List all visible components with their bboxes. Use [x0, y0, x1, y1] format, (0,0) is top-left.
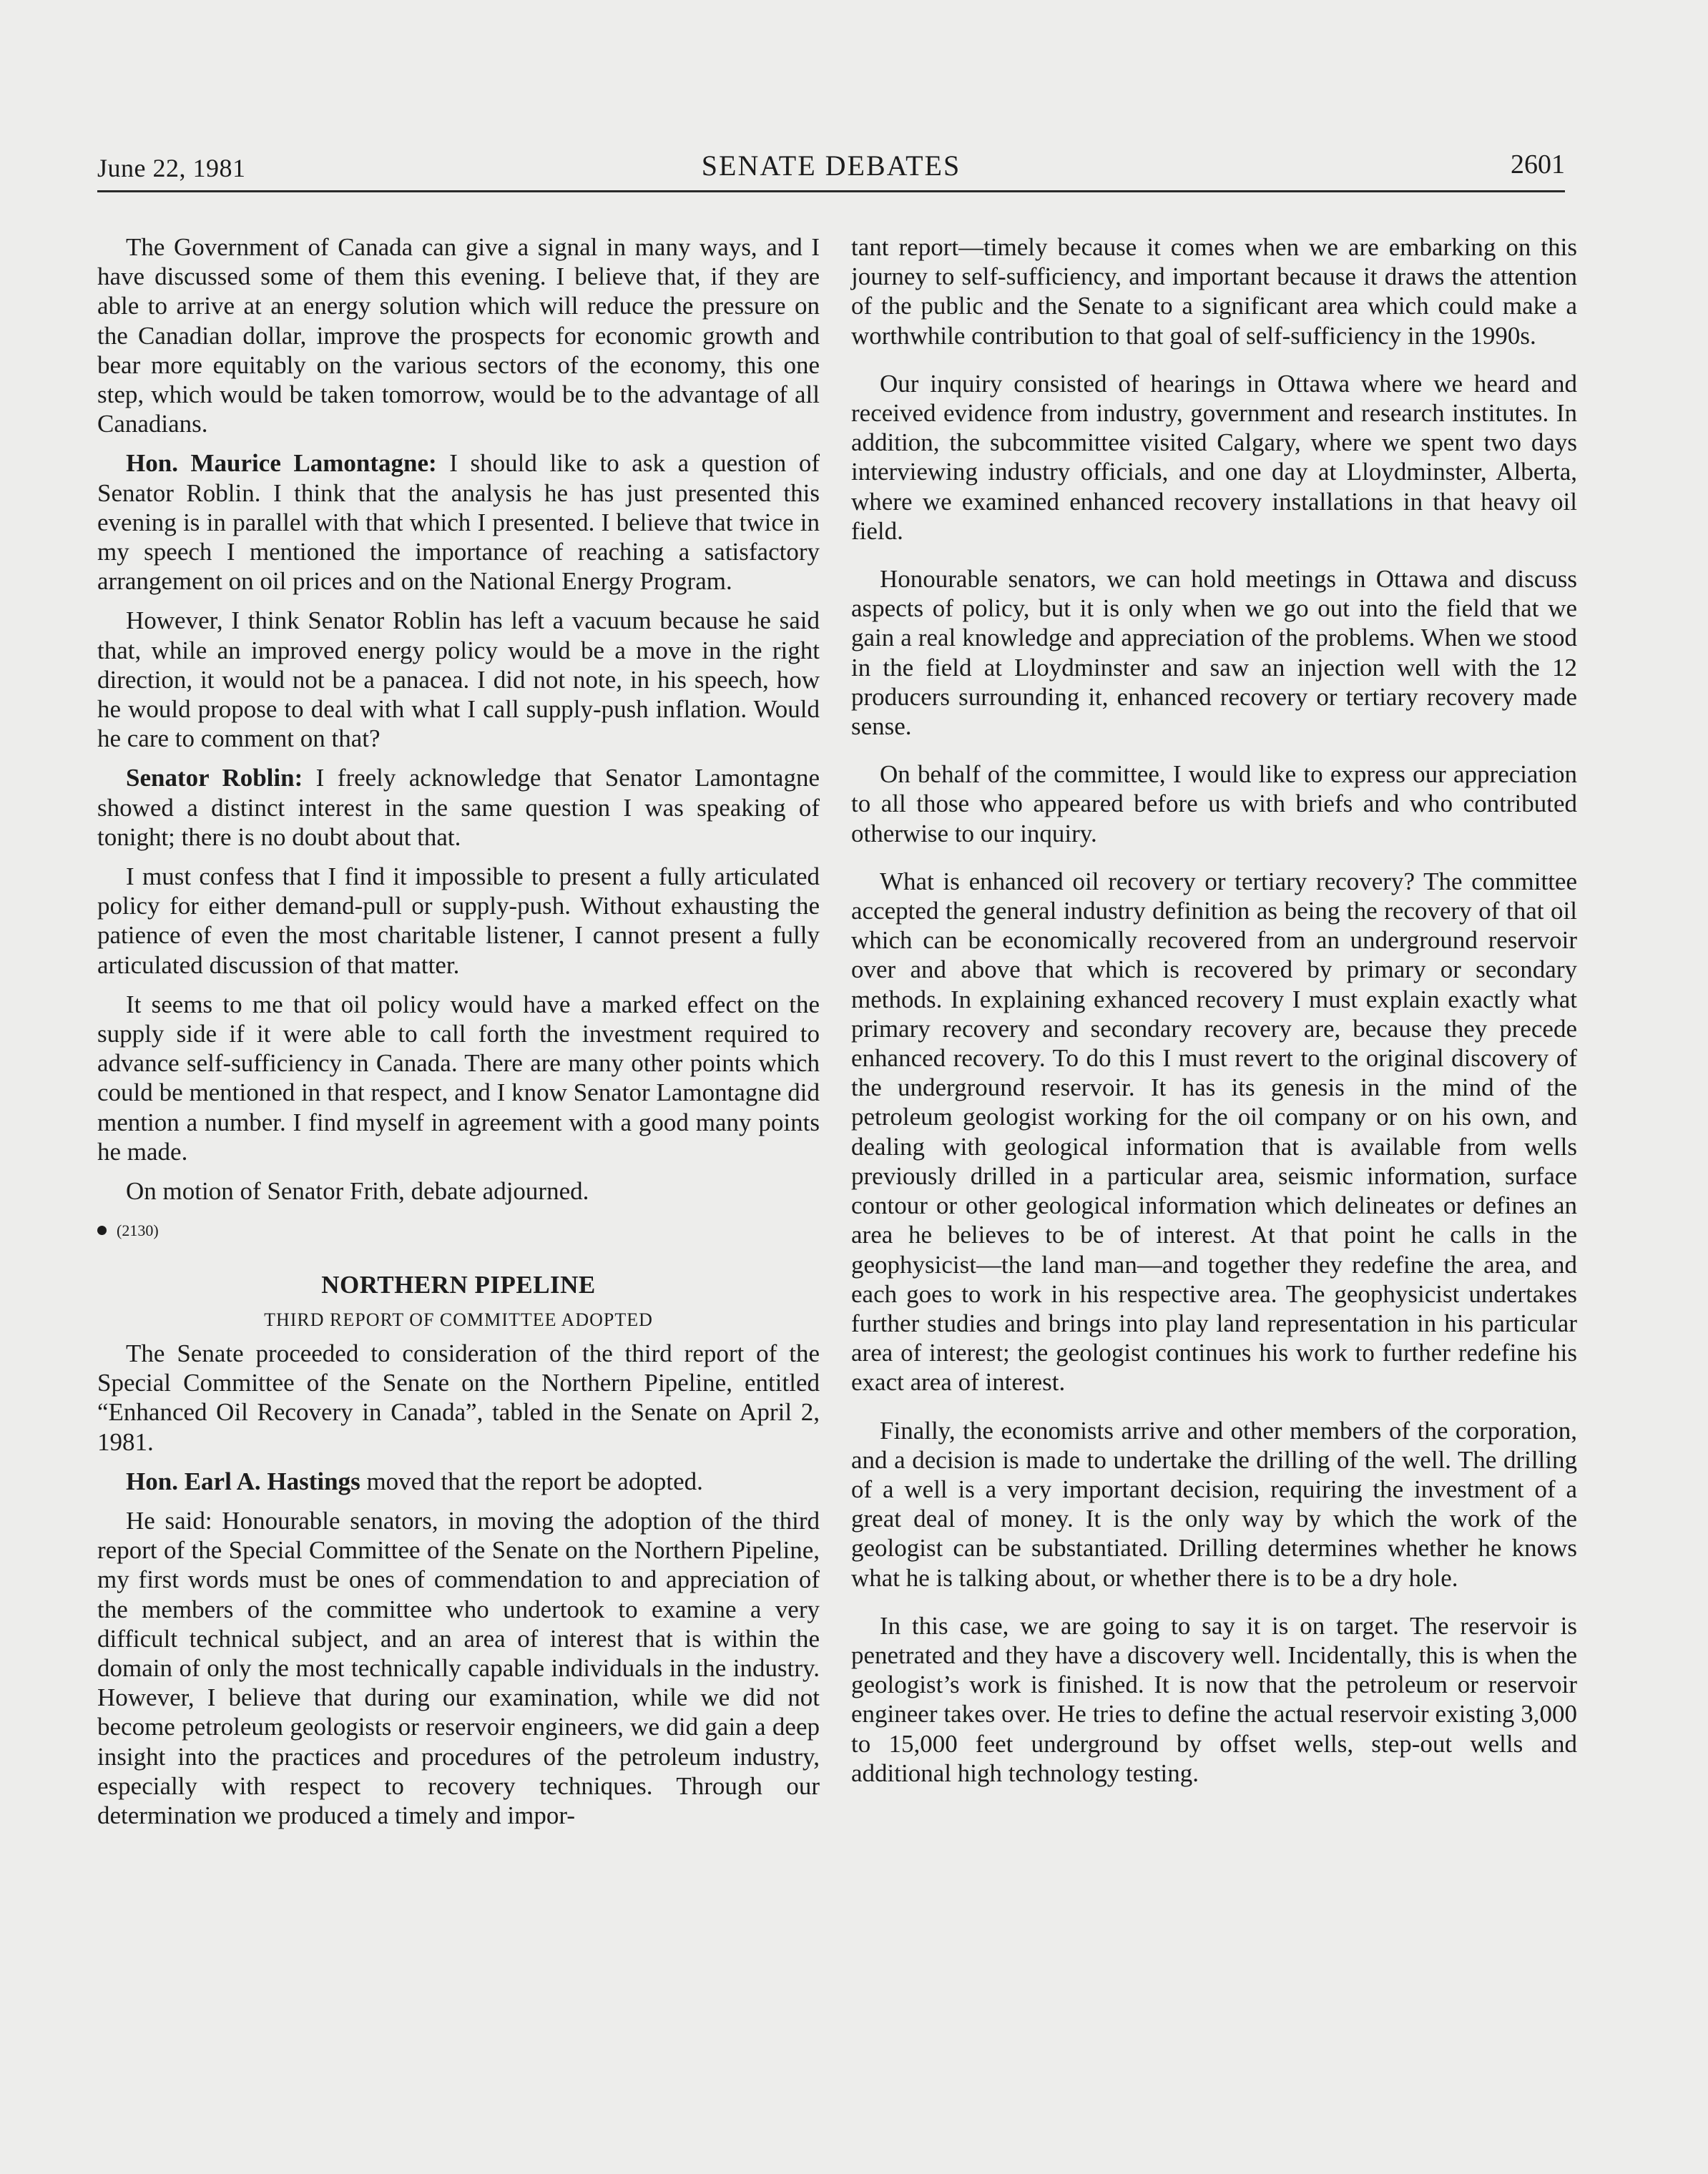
time-marker-text: (2130)	[117, 1221, 159, 1240]
paragraph	[97, 763, 820, 852]
paragraph: I must confess that I find it impossible to present a fully articulated policy for either demand-pull or supply-push. Without exhausting the patience of even the most charitable listener, I cannot present a fully articulated discussion of that matter.	[97, 862, 820, 979]
paragraph: On motion of Senator Frith, debate adjourned.	[126, 1177, 589, 1206]
paragraph: tant report—timely because it comes when we are embarking on this journey to self-sufficiency, and important because it draws the attention of the public and the Senate to a significant area which could make a worthwhile contribution to that goal of self-sufficiency in the 1990s.	[851, 233, 1577, 350]
left-column	[97, 232, 820, 1830]
speech-text: I freely acknowledge that Senator Lamontagne showed a distinct interest in the same question I was speaking of tonight; there is no doubt about that.	[97, 764, 820, 851]
paragraph	[97, 448, 820, 596]
paragraph	[97, 1467, 820, 1496]
speaker-name: Hon. Maurice Lamontagne:	[126, 449, 437, 478]
page-header	[97, 149, 1565, 192]
header-date: June 22, 1981	[97, 154, 246, 182]
paragraph: Our inquiry consisted of hearings in Ottawa where we heard and received evidence from industry, government and research institutes. In addition, the subcommittee visited Calgary, where we spent two days interviewing industry officials, and one day at Lloydminster, Alberta, where we examined enhanced recovery installations in that heavy oil field.	[851, 369, 1577, 545]
paragraph: Honourable senators, we can hold meetings in Ottawa and discuss aspects of policy, but it is only when we go out into the field that we gain a real knowledge and appreciation of the problems. When we stood in the field at Lloydminster and saw an injection well with the 12 producers surrounding it, enhanced recovery or tertiary recovery made sense.	[851, 565, 1577, 741]
section-title: NORTHERN PIPELINE	[321, 1270, 596, 1299]
paragraph: In this case, we are going to say it is on target. The reservoir is penetrated and they have a discovery well. Incidentally, this is when the geologist’s work is finished. It is now that the petroleum or reservoir engineer takes over. He tries to define the actual reservoir existing 3,000 to 15,000 feet underground by offset wells, step-out wells and additional high technology testing.	[851, 1611, 1577, 1787]
paragraph: On behalf of the committee, I would like to express our appreciation to all those who appeared before us with briefs and who contributed otherwise to our inquiry.	[851, 760, 1577, 847]
section-subtitle: THIRD REPORT OF COMMITTEE ADOPTED	[264, 1309, 653, 1330]
page-number: 2601	[1511, 149, 1565, 179]
paragraph: Finally, the economists arrive and other members of the corporation, and a decision is made to undertake the drilling of the well. The drilling of a well is a very important decision, requiring the investment of a great deal of money. It is the only way by which the work of the geologist can be substantiated. Drilling determines whether he knows what he is talking about, or whether there is to be a dry hole.	[851, 1416, 1577, 1592]
header-title: SENATE DEBATES	[701, 149, 961, 182]
paragraph: The Government of Canada can give a signal in many ways, and I have discussed some of them this evening. I believe that, if they are able to arrive at an energy solution which will reduce the pressure on the Canadian dollar, improve the prospects for economic growth and bear more equitably on the various sectors of the economy, this one step, which would be taken tomorrow, would be to the advantage of all Canadians.	[97, 233, 820, 438]
time-marker	[97, 1216, 820, 1245]
paragraph: He said: Honourable senators, in moving the adoption of the third report of the Special Committee of the Senate on the Northern Pipeline, my first words must be ones of commendation to and appreciation of the members of the committee who undertook to examine a very difficult technical subject, and an area of interest that is within the domain of only the most technically capable individuals in the industry. However, I believe that during our examination, while we did not become petroleum geologists or reservoir engineers, we did gain a deep insight into the practices and procedures of the petroleum industry, especially with respect to recovery techniques. Through our determination we produced a timely and impor-	[97, 1506, 820, 1829]
bullet-icon	[97, 1226, 107, 1235]
paragraph: It seems to me that oil policy would have a marked effect on the supply side if it were able to call forth the investment required to advance self-sufficiency in Canada. There are many other points which could be mentioned in that respect, and I know Senator Lamontagne did mention a number. I find myself in agreement with a good many points he made.	[97, 990, 820, 1166]
paragraph: The Senate proceeded to consideration of the third report of the Special Committee of the Senate on the Northern Pipeline, entitled “Enhanced Oil Recovery in Canada”, tabled in the Senate on April 2, 1981.	[97, 1339, 820, 1456]
paragraph: However, I think Senator Roblin has left a vacuum because he said that, while an improved energy policy would be a move in the right direction, it would not be a panacea. I did not note, in his speech, how he would propose to deal with what I call supply-push inflation. Would he care to comment on that?	[97, 606, 820, 753]
right-column	[851, 232, 1577, 1788]
speech-text: I should like to ask a question of Senator Roblin. I think that the analysis he has just presented this evening is in parallel with that which I presented. I believe that twice in my speech I mentioned the importance of reaching a satisfactory arrangement on oil prices and on the National Energy Program.	[97, 449, 820, 596]
speaker-name: Hon. Earl A. Hastings	[126, 1467, 360, 1495]
speech-text: moved that the report be adopted.	[360, 1467, 703, 1495]
paragraph: What is enhanced oil recovery or tertiary recovery? The committee accepted the general industry definition as being the recovery of that oil which can be economically recovered from an underground reservoir over and above that which is recovered by primary or secondary methods. In explaining exhanced recovery I must explain exactly what primary recovery and secondary recovery are, because they precede enhanced recovery. To do this I must revert to the original discovery of the underground reservoir. It has its genesis in the mind of the petroleum geologist working for the oil company or on his own, and dealing with geological information that is available from wells previously drilled in a particular area, seismic information, surface contour or other geological information which delineates or defines an area he believes to be of interest. At that point he calls in the geophysicist—the land man—and together they redefine the area, and each goes to work in his respective area. The geophysicist undertakes further studies and brings into play land representation in his particular area of interest; the geologist continues his work to further redefine his exact area of interest.	[851, 867, 1577, 1397]
speaker-name: Senator Roblin:	[126, 764, 303, 792]
